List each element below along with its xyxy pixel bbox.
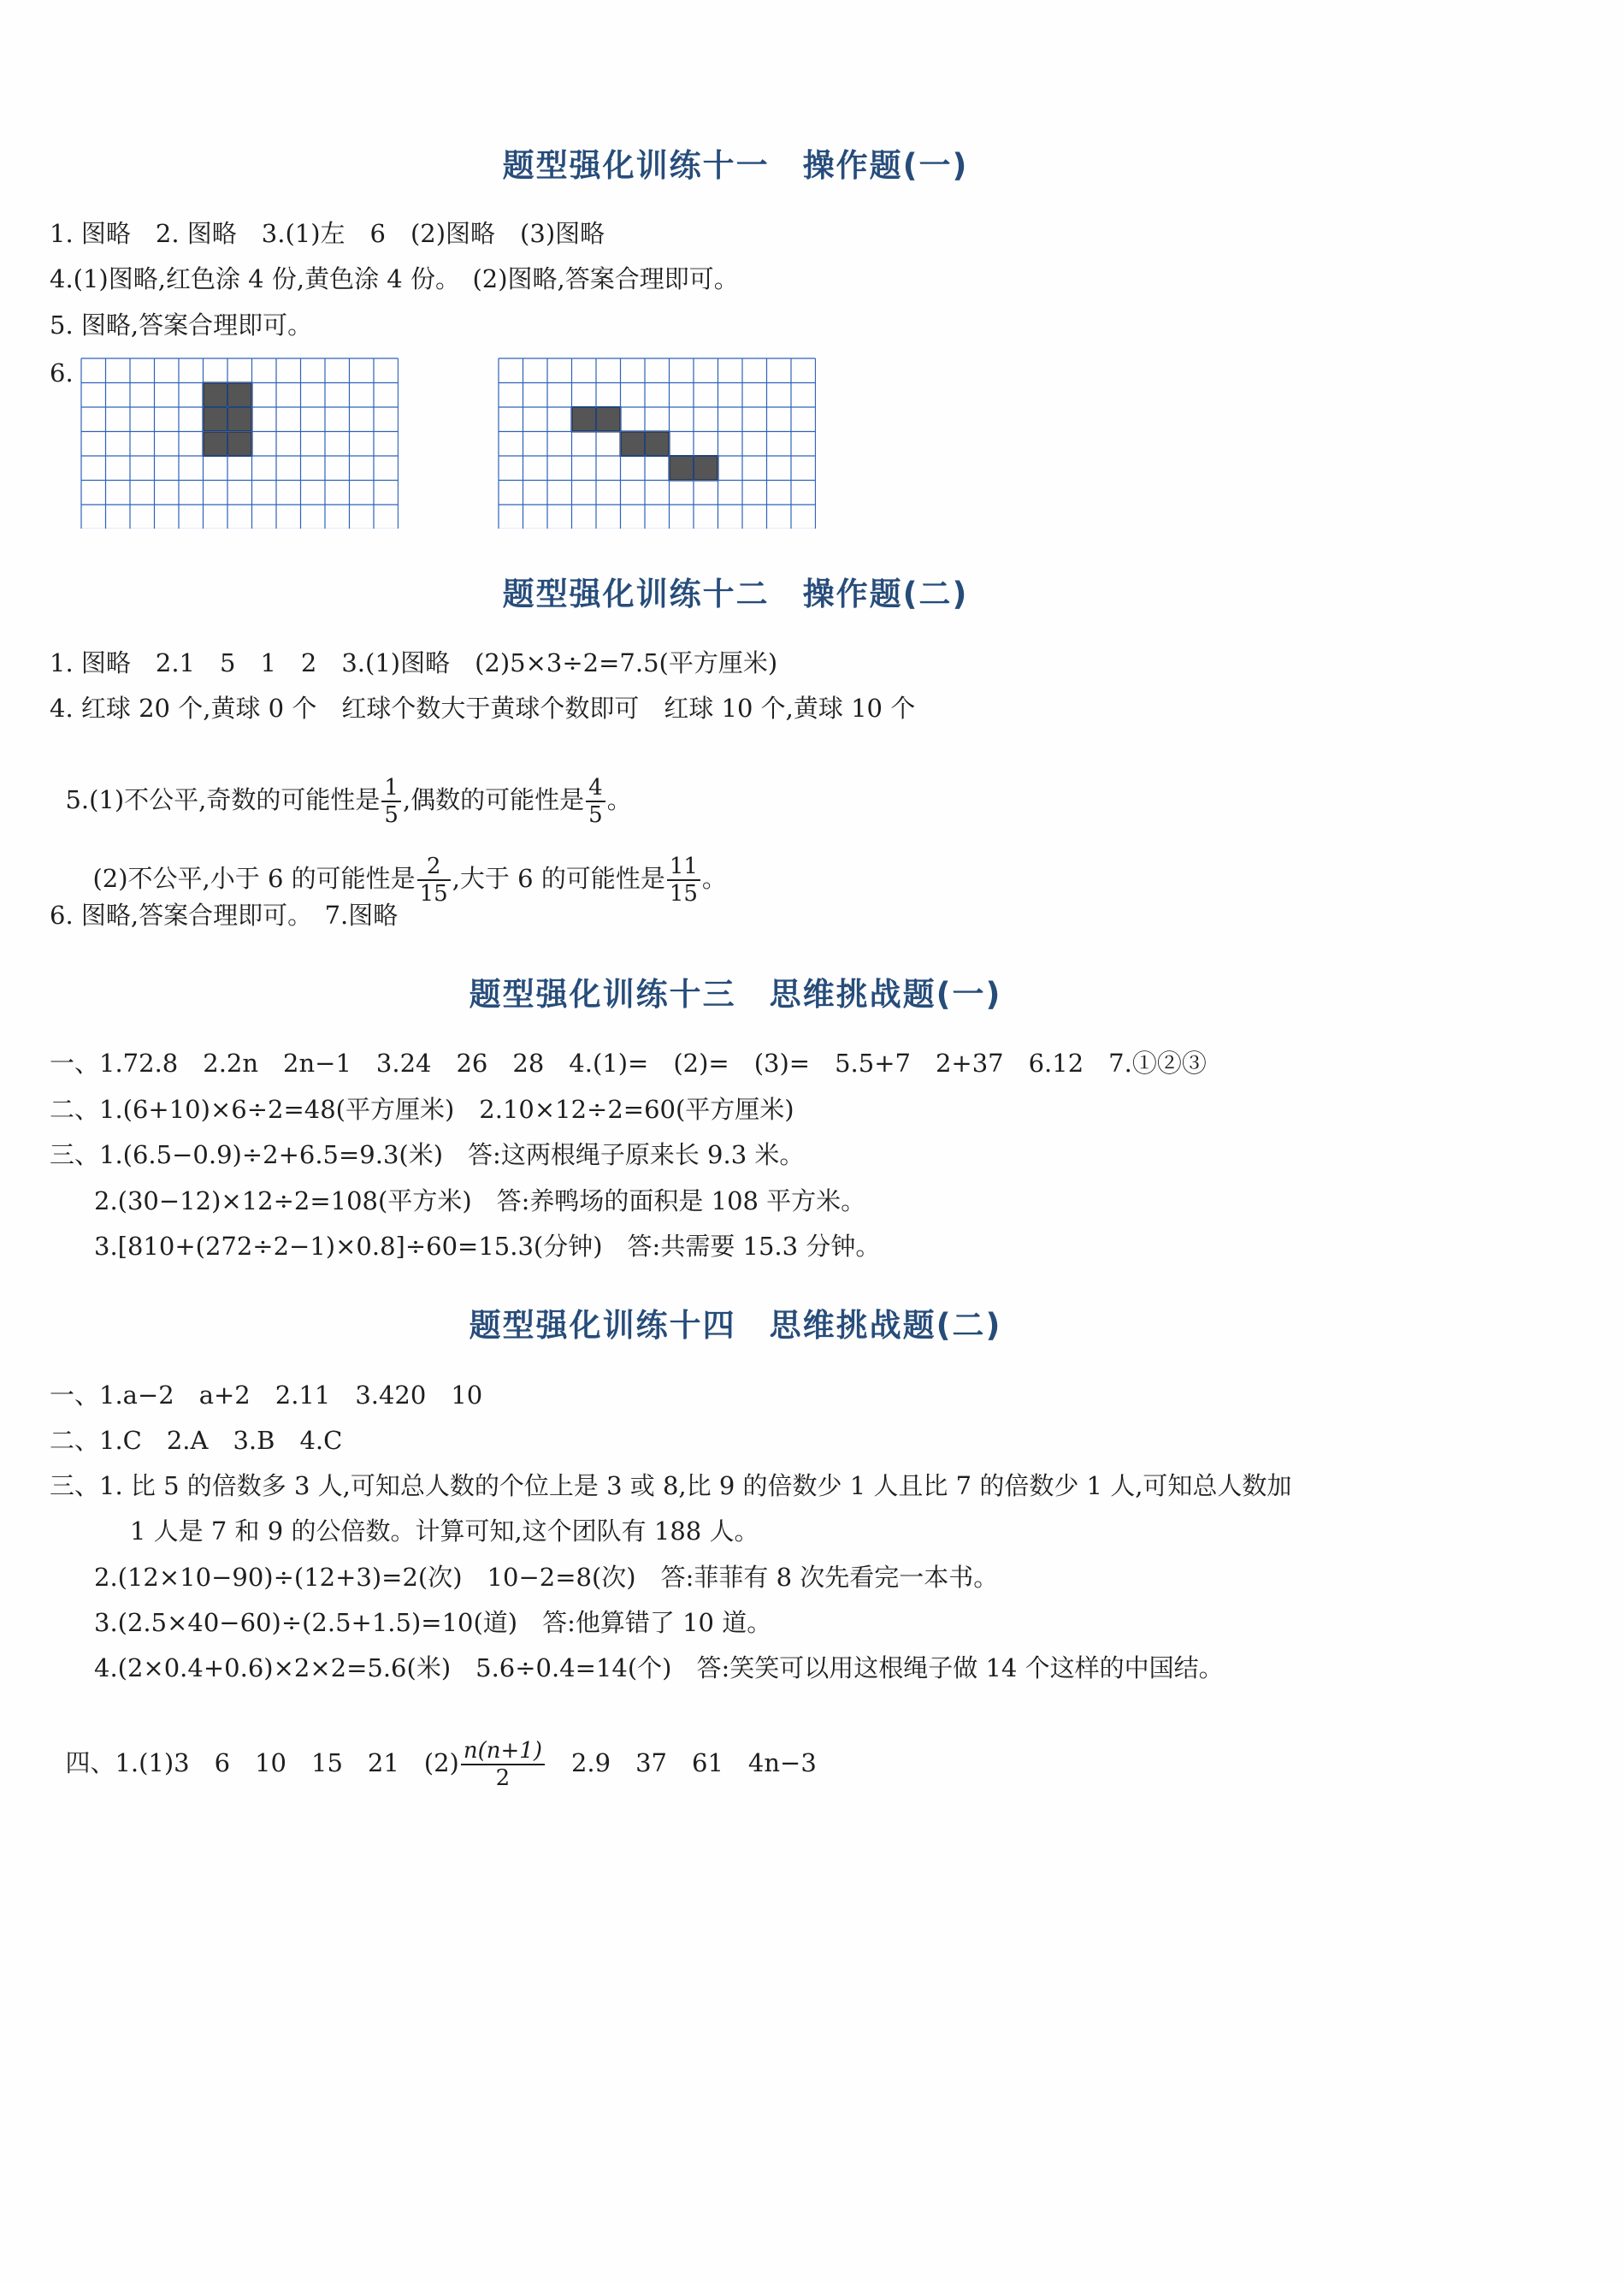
left-filled-cell-1 [204, 383, 228, 408]
section-12-line-1: 1. 图略 2.1 5 1 2 3.(1)图略 (2)5×3÷2=7.5(平方厘米) [50, 648, 778, 677]
grid-figure-right [498, 358, 816, 529]
section-13-line-2: 二、1.(6+10)×6÷2=48(平方厘米) 2.10×12÷2=60(平方厘米) [50, 1095, 794, 1124]
section-14-line-8: 四、1.(1)3 6 10 15 21 (2) $\frac{n(n+1)}{2}$ 2.9 37 61 4n−3 [65, 1738, 817, 1791]
section-13-line-1: 一、1.72.8 2.2n 2n−1 3.24 26 28 4.(1)= (2)= (3)= 5.5+7 2+37 6.12 7.①②③ [50, 1049, 1207, 1078]
section-12-line-2: 4. 红球 20 个,黄球 0 个 红球个数大于黄球个数即可 红球 10 个,黄球 10 个 [50, 694, 916, 723]
section-14-line-4: 1 人是 7 和 9 的公倍数。计算可知,这个团队有 188 人。 [130, 1516, 759, 1546]
section-13-line-4: 2.(30−12)×12÷2=108(平方米) 答:养鸭场的面积是 108 平方米。 [94, 1186, 866, 1215]
fraction-11-15: $\frac{11}{15}$ [667, 854, 700, 907]
section-11-line-3: 5. 图略,答案合理即可。 [50, 310, 313, 340]
section-12-line-5b: (2)不公平,小于 6 的可能性是 $\frac{2}{15}$ ,大于 6 的可能性是 $\frac{11}{15}$ 。 [92, 854, 727, 907]
section-12-heading: 题型强化训练十二 操作题(二) [502, 576, 969, 612]
right-filled-cell-2 [596, 407, 621, 432]
section-14-line-7: 4.(2×0.4+0.6)×2×2=5.6(米) 5.6÷0.4=14(个) 答:笑笑可以用这根绳子做 14 个这样的中国结。 [94, 1653, 1224, 1682]
section-14-line-5: 2.(12×10−90)÷(12+3)=2(次) 10−2=8(次) 答:菲菲有 8 次先看完一本书。 [94, 1563, 999, 1592]
right-filled-cell-4 [645, 432, 670, 457]
section-14-line-6: 3.(2.5×40−60)÷(2.5+1.5)=10(道) 答:他算错了 10 道。 [94, 1608, 772, 1637]
section-14-line-3: 三、1. 比 5 的倍数多 3 人,可知总人数的个位上是 3 或 8,比 9 的倍数少 1 人且比 7 的倍数少 1 人,可知总人数加 [50, 1471, 1292, 1500]
left-filled-cell-2 [204, 407, 228, 432]
grid-figure-left [80, 358, 399, 529]
left-filled-cell-4 [204, 432, 228, 457]
item-6-label: 6. [50, 358, 74, 387]
right-filled-cell-5 [670, 456, 694, 481]
left-filled-cell-5 [227, 432, 252, 457]
section-11-line-2: 4.(1)图略,红色涂 4 份,黄色涂 4 份。 (2)图略,答案合理即可。 [50, 264, 739, 293]
section-11-line-1: 1. 图略 2. 图略 3.(1)左 6 (2)图略 (3)图略 [50, 219, 605, 248]
fraction-4-5: $\frac{4}{5}$ [586, 775, 605, 828]
left-filled-cell-3 [227, 407, 252, 432]
right-filled-cell-1 [572, 407, 597, 432]
section-13-line-3: 三、1.(6.5−0.9)÷2+6.5=9.3(米) 答:这两根绳子原来长 9.3 米。 [50, 1140, 805, 1169]
fraction-2-15: $\frac{2}{15}$ [417, 854, 451, 907]
section-12-line-3: 6. 图略,答案合理即可。 7.图略 [50, 901, 399, 930]
right-filled-cell-3 [621, 432, 646, 457]
right-filled-cell-6 [694, 456, 718, 481]
section-14-heading: 题型强化训练十四 思维挑战题(二) [469, 1307, 1002, 1344]
section-14-line-2: 二、1.C 2.A 3.B 4.C [50, 1426, 343, 1455]
section-13-line-5: 3.[810+(272÷2−1)×0.8]÷60=15.3(分钟) 答:共需要 15.3 分钟。 [94, 1232, 881, 1261]
section-11-heading: 题型强化训练十一 操作题(一) [502, 147, 969, 184]
section-14-line-1: 一、1.a−2 a+2 2.11 3.420 10 [50, 1380, 483, 1410]
left-filled-cell-6 [227, 383, 252, 408]
section-12-line-5a: 5.(1)不公平,奇数的可能性是 $\frac{1}{5}$ ,偶数的可能性是 $\frac{4}{5}$ 。 [65, 775, 632, 828]
section-13-heading: 题型强化训练十三 思维挑战题(一) [469, 976, 1002, 1013]
fraction-n-n-plus-1-over-2: $\frac{n(n+1)}{2}$ [461, 1738, 545, 1791]
fraction-1-5: $\frac{1}{5}$ [381, 775, 401, 828]
